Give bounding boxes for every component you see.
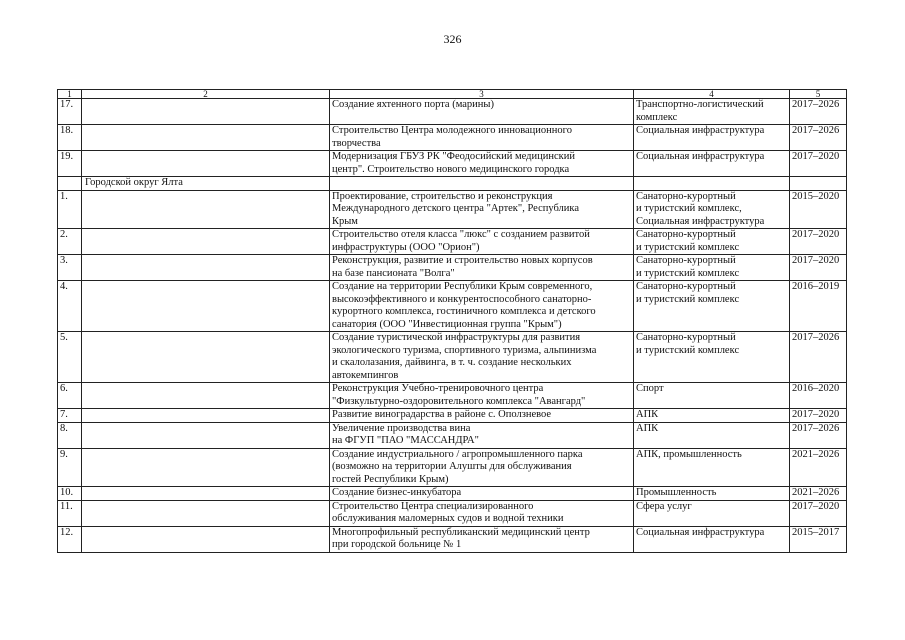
period-cell [790, 332, 847, 383]
table-row [58, 448, 847, 487]
sector-cell [634, 332, 790, 383]
period-cell [790, 500, 847, 526]
period-cell [790, 422, 847, 448]
project-name-cell-text: Модернизация ГБУЗ РК "Феодосийский медицинский центр". Строительство нового медицинского городка [332, 151, 575, 175]
sector-cell-text: Социальная инфраструктура [636, 151, 765, 162]
project-name-cell [330, 383, 634, 409]
sector-cell-text: АПК [636, 422, 659, 434]
project-name-cell-text: Реконструкция, развитие и строительство новых корпусов на базе пансионата "Волга" [332, 255, 593, 279]
sector-cell [634, 190, 790, 229]
empty-cell [82, 422, 330, 448]
row-number-cell [58, 151, 82, 177]
sector-cell-text: Социальная инфраструктура [636, 125, 765, 136]
period-cell-text: 2016–2019 [792, 281, 840, 292]
period-cell-text: 2017–2020 [792, 500, 840, 512]
row-number-cell [58, 255, 82, 281]
table-row [58, 99, 847, 125]
project-name-cell [330, 526, 634, 552]
table-row [58, 190, 847, 229]
empty-cell [82, 190, 330, 229]
sector-cell [634, 229, 790, 255]
row-number-cell-text: 12. [60, 526, 74, 538]
column-header: 4 [634, 90, 790, 99]
project-name-cell-text: Развитие виноградарства в районе с. Оползневое [332, 409, 552, 420]
empty-cell [82, 125, 330, 151]
period-cell [790, 383, 847, 409]
page-number: 326 [443, 32, 462, 46]
empty-cell [82, 383, 330, 409]
sector-cell [634, 255, 790, 281]
sector-cell-text: Санаторно-курортный и туристский комплекс [636, 255, 740, 279]
project-name-cell-text: Создание индустриального / агропромышленного парка (возможно на территории Алушты для обслуживания гостей Республики Крым) [332, 448, 583, 485]
sector-cell-text: Промышленность [636, 487, 717, 498]
row-number-cell [58, 487, 82, 501]
period-cell-text: 2017–2026 [792, 125, 840, 136]
project-name-cell [330, 255, 634, 281]
empty-cell [82, 151, 330, 177]
period-cell [790, 255, 847, 281]
row-number-cell-text: 9. [60, 448, 68, 460]
period-cell-text: 2017–2020 [792, 255, 840, 266]
table-header-row [58, 90, 847, 99]
sector-cell-text: Сфера услуг [636, 500, 692, 512]
empty-cell [82, 526, 330, 552]
project-name-cell [330, 99, 634, 125]
region-name [82, 177, 330, 191]
row-number-cell-text: 3. [60, 255, 68, 266]
period-cell [790, 487, 847, 501]
table-row [58, 409, 847, 423]
project-name-cell-text: Многопрофильный республиканский медицинский центр при городской больнице № 1 [332, 526, 590, 550]
row-number-cell-text: 7. [60, 409, 68, 420]
sector-cell-text: Санаторно-курортный и туристский комплекс [636, 332, 740, 356]
project-name-cell [330, 177, 634, 191]
projects-table [57, 89, 847, 553]
empty-cell [82, 487, 330, 501]
row-number-cell [58, 125, 82, 151]
sector-cell [634, 151, 790, 177]
period-cell-text: 2017–2020 [792, 229, 840, 240]
period-cell [790, 99, 847, 125]
project-name-cell-text: Строительство отеля класса "люкс" с созданием развитой инфраструктуры (ООО "Орион") [332, 229, 590, 253]
column-header: 1 [58, 90, 82, 99]
row-number-cell [58, 422, 82, 448]
sector-cell [634, 500, 790, 526]
table-row [58, 229, 847, 255]
row-number-cell [58, 281, 82, 332]
sector-cell-text: Спорт [636, 383, 664, 394]
period-cell-text: 2017–2020 [792, 409, 840, 420]
table-row [58, 422, 847, 448]
row-number-cell [58, 332, 82, 383]
table-row [58, 281, 847, 332]
project-name-cell [330, 281, 634, 332]
region-name-text: Городской округ Ялта [85, 177, 183, 188]
sector-cell-text: Санаторно-курортный и туристский комплекс [636, 229, 740, 253]
table-row [58, 125, 847, 151]
row-number-cell [58, 448, 82, 487]
empty-cell [82, 500, 330, 526]
sector-cell [634, 383, 790, 409]
project-name-cell [330, 229, 634, 255]
row-number-cell-text: 5. [60, 332, 68, 343]
sector-cell-text: АПК [636, 409, 659, 420]
period-cell-text: 2015–2017 [792, 526, 840, 538]
row-number-cell-text: 10. [60, 487, 74, 498]
period-cell-text: 2017–2026 [792, 422, 840, 434]
column-header: 5 [790, 90, 847, 99]
sector-cell-text: Санаторно-курортный и туристский комплекс [636, 281, 740, 305]
project-name-cell-text: Строительство Центра специализированного обслуживания маломерных судов и водной техники [332, 500, 564, 524]
table-row [58, 500, 847, 526]
project-name-cell [330, 422, 634, 448]
empty-cell [82, 281, 330, 332]
row-number-cell-text: 4. [60, 281, 68, 292]
sector-cell [634, 487, 790, 501]
sector-cell [634, 448, 790, 487]
project-name-cell-text: Создание яхтенного порта (марины) [332, 99, 494, 110]
project-name-cell [330, 125, 634, 151]
project-name-cell [330, 332, 634, 383]
period-cell-text: 2017–2026 [792, 332, 840, 343]
table-row [58, 526, 847, 552]
sector-cell-text: Санаторно-курортный и туристский комплекс, Социальная инфраструктура [636, 190, 765, 227]
row-number-cell [58, 526, 82, 552]
row-number-cell [58, 229, 82, 255]
row-number-cell-text: 18. [60, 125, 74, 136]
period-cell [790, 177, 847, 191]
row-number-cell-text: 2. [60, 229, 68, 240]
project-name-cell-text: Создание бизнес-инкубатора [332, 487, 462, 498]
empty-cell [82, 255, 330, 281]
table-row [58, 487, 847, 501]
table-row [58, 332, 847, 383]
empty-cell [82, 448, 330, 487]
period-cell-text: 2017–2026 [792, 99, 840, 110]
project-name-cell-text: Реконструкция Учебно-тренировочного центра "Физкультурно-оздоровительного комплекса "Авангард" [332, 383, 586, 407]
sector-cell-text: Транспортно-логистический комплекс [636, 99, 764, 123]
row-number-cell-text: 19. [60, 151, 74, 162]
period-cell [790, 409, 847, 423]
empty-cell [82, 99, 330, 125]
project-name-cell-text: Создание туристической инфраструктуры для развития экологического туризма, спортивного туризма, альпинизма и скалолазания, дайвинга, в т. ч. создание нескольких автокемпингов [332, 332, 597, 381]
sector-cell [634, 281, 790, 332]
period-cell [790, 190, 847, 229]
empty-cell [82, 332, 330, 383]
sector-cell [634, 125, 790, 151]
sector-cell [634, 99, 790, 125]
project-name-cell-text: Создание на территории Республики Крым современного, высокоэффективного и конкурентоспособного санаторно- курортного комплекса, гостиничного комплекса и детского санатория (ООО "Инвестиционная группа "Крым") [332, 281, 596, 330]
column-header: 2 [82, 90, 330, 99]
project-name-cell [330, 190, 634, 229]
row-number-cell-text: 6. [60, 383, 68, 394]
sector-cell [634, 422, 790, 448]
period-cell [790, 229, 847, 255]
project-name-cell [330, 487, 634, 501]
row-number-cell-text: 17. [60, 99, 74, 110]
sector-cell [634, 526, 790, 552]
table-row [58, 151, 847, 177]
project-name-cell [330, 409, 634, 423]
row-number-cell [58, 190, 82, 229]
project-name-cell [330, 448, 634, 487]
period-cell-text: 2021–2026 [792, 448, 840, 460]
sector-cell-text: АПК, промышленность [636, 448, 742, 460]
table-row [58, 383, 847, 409]
sector-cell [634, 409, 790, 423]
sector-cell-text: Социальная инфраструктура [636, 526, 765, 538]
row-number-cell [58, 409, 82, 423]
row-number-cell [58, 383, 82, 409]
row-number-cell [58, 177, 82, 191]
period-cell-text: 2015–2020 [792, 190, 840, 202]
table-row [58, 255, 847, 281]
period-cell-text: 2017–2020 [792, 151, 840, 162]
empty-cell [82, 229, 330, 255]
project-name-cell-text: Строительство Центра молодежного инновационного творчества [332, 125, 572, 149]
region-row [58, 177, 847, 191]
row-number-cell-text: 8. [60, 422, 68, 434]
period-cell [790, 448, 847, 487]
period-cell-text: 2021–2026 [792, 487, 840, 498]
period-cell [790, 151, 847, 177]
project-name-cell-text: Проектирование, строительство и реконструкция Международного детского центра "Артек", Республика Крым [332, 190, 580, 227]
row-number-cell [58, 500, 82, 526]
sector-cell [634, 177, 790, 191]
period-cell [790, 125, 847, 151]
project-name-cell [330, 151, 634, 177]
row-number-cell [58, 99, 82, 125]
period-cell [790, 281, 847, 332]
row-number-cell-text: 1. [60, 190, 68, 202]
project-name-cell [330, 500, 634, 526]
period-cell-text: 2016–2020 [792, 383, 840, 394]
project-name-cell-text: Увеличение производства вина на ФГУП "ПАО "МАССАНДРА" [332, 422, 479, 446]
row-number-cell-text: 11. [60, 500, 73, 512]
column-header: 3 [330, 90, 634, 99]
empty-cell [82, 409, 330, 423]
period-cell [790, 526, 847, 552]
